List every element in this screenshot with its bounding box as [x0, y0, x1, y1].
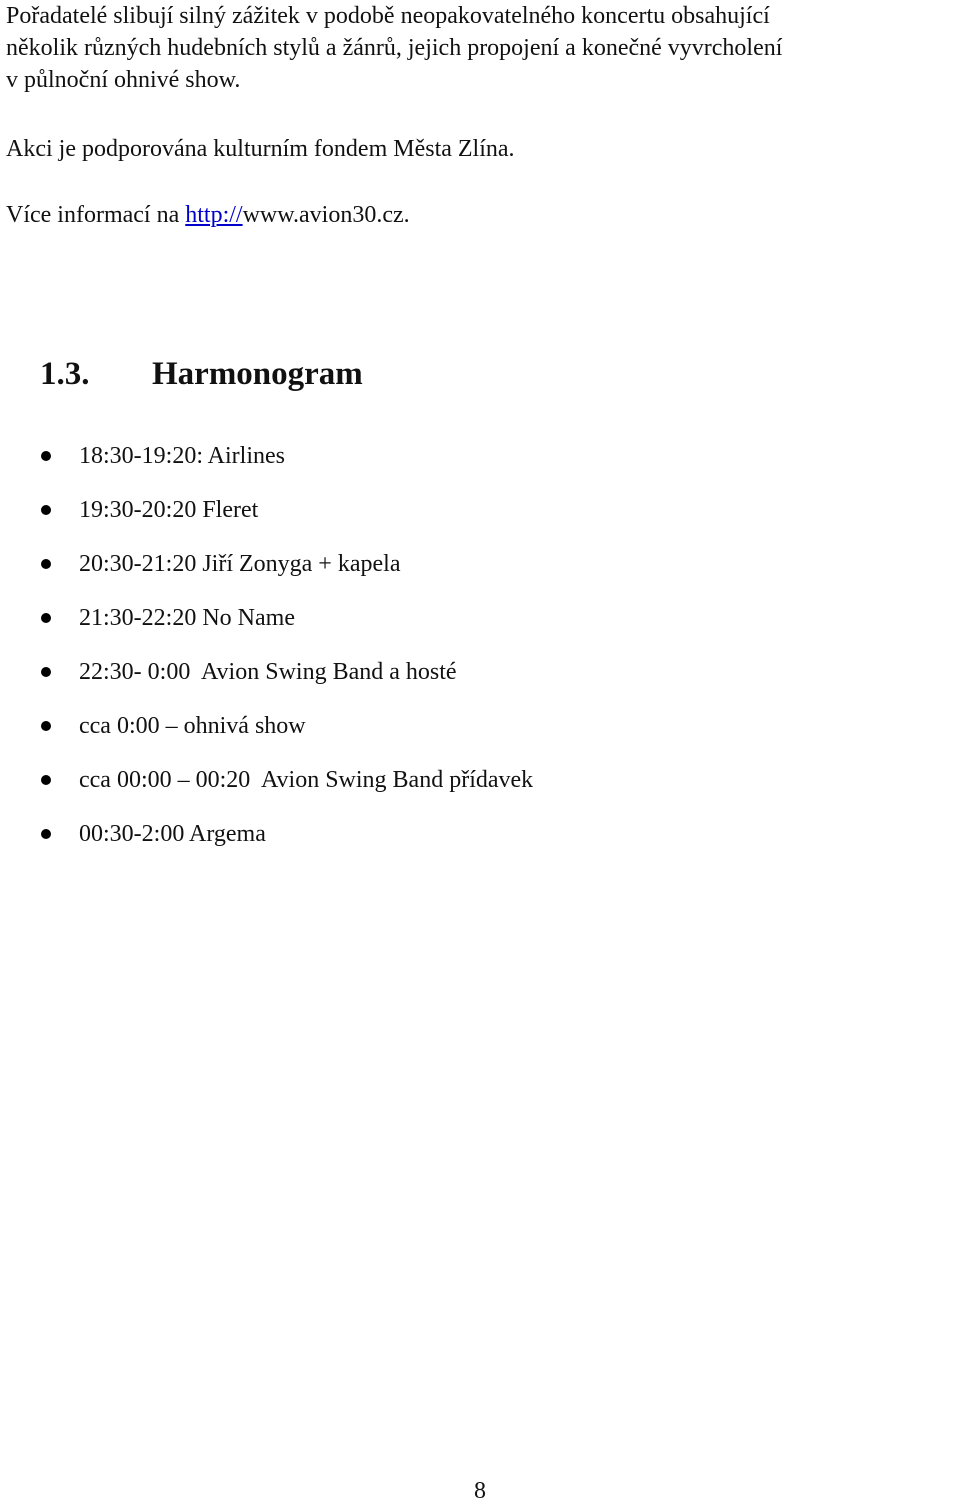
support-paragraph: Akci je podporována kulturním fondem Města Zlína. — [6, 136, 515, 162]
bullet-icon — [41, 721, 51, 731]
schedule-item-text: cca 0:00 – ohnivá show — [79, 713, 306, 739]
bullet-icon — [41, 559, 51, 569]
section-number: 1.3. — [40, 356, 90, 392]
bullet-icon — [41, 451, 51, 461]
schedule-item-text: cca 00:00 – 00:20 Avion Swing Band přídavek — [79, 767, 534, 793]
bullet-icon — [41, 829, 51, 839]
website-link[interactable]: http:// — [185, 202, 243, 228]
intro-paragraph — [6, 0, 956, 96]
more-info-prefix: Více informací na — [6, 202, 186, 228]
more-info-paragraph — [6, 199, 410, 231]
intro-line-2: několik různých hudebních stylů a žánrů, jejich propojení a konečné vyvrcholení — [6, 35, 783, 61]
more-info-suffix: www.avion30.cz. — [242, 202, 410, 228]
bullet-icon — [41, 775, 51, 785]
schedule-item-text: 19:30-20:20 Fleret — [79, 497, 259, 523]
schedule-item-text: 00:30-2:00 Argema — [79, 821, 266, 847]
section-title: Harmonogram — [152, 356, 363, 392]
bullet-icon — [41, 667, 51, 677]
intro-line-1: Pořadatelé slibují silný zážitek v podobě neopakovatelného koncertu obsahující — [6, 3, 770, 29]
bullet-icon — [41, 505, 51, 515]
schedule-item-text: 18:30-19:20: Airlines — [79, 443, 285, 469]
bullet-icon — [41, 613, 51, 623]
intro-line-3: v půlnoční ohnivé show. — [6, 67, 241, 93]
section-heading — [40, 354, 363, 394]
schedule-item-text: 22:30- 0:00 Avion Swing Band a hosté — [79, 659, 457, 685]
schedule-item-text: 21:30-22:20 No Name — [79, 605, 295, 631]
schedule-item-text: 20:30-21:20 Jiří Zonyga + kapela — [79, 551, 401, 577]
page-number: 8 — [474, 1478, 486, 1504]
